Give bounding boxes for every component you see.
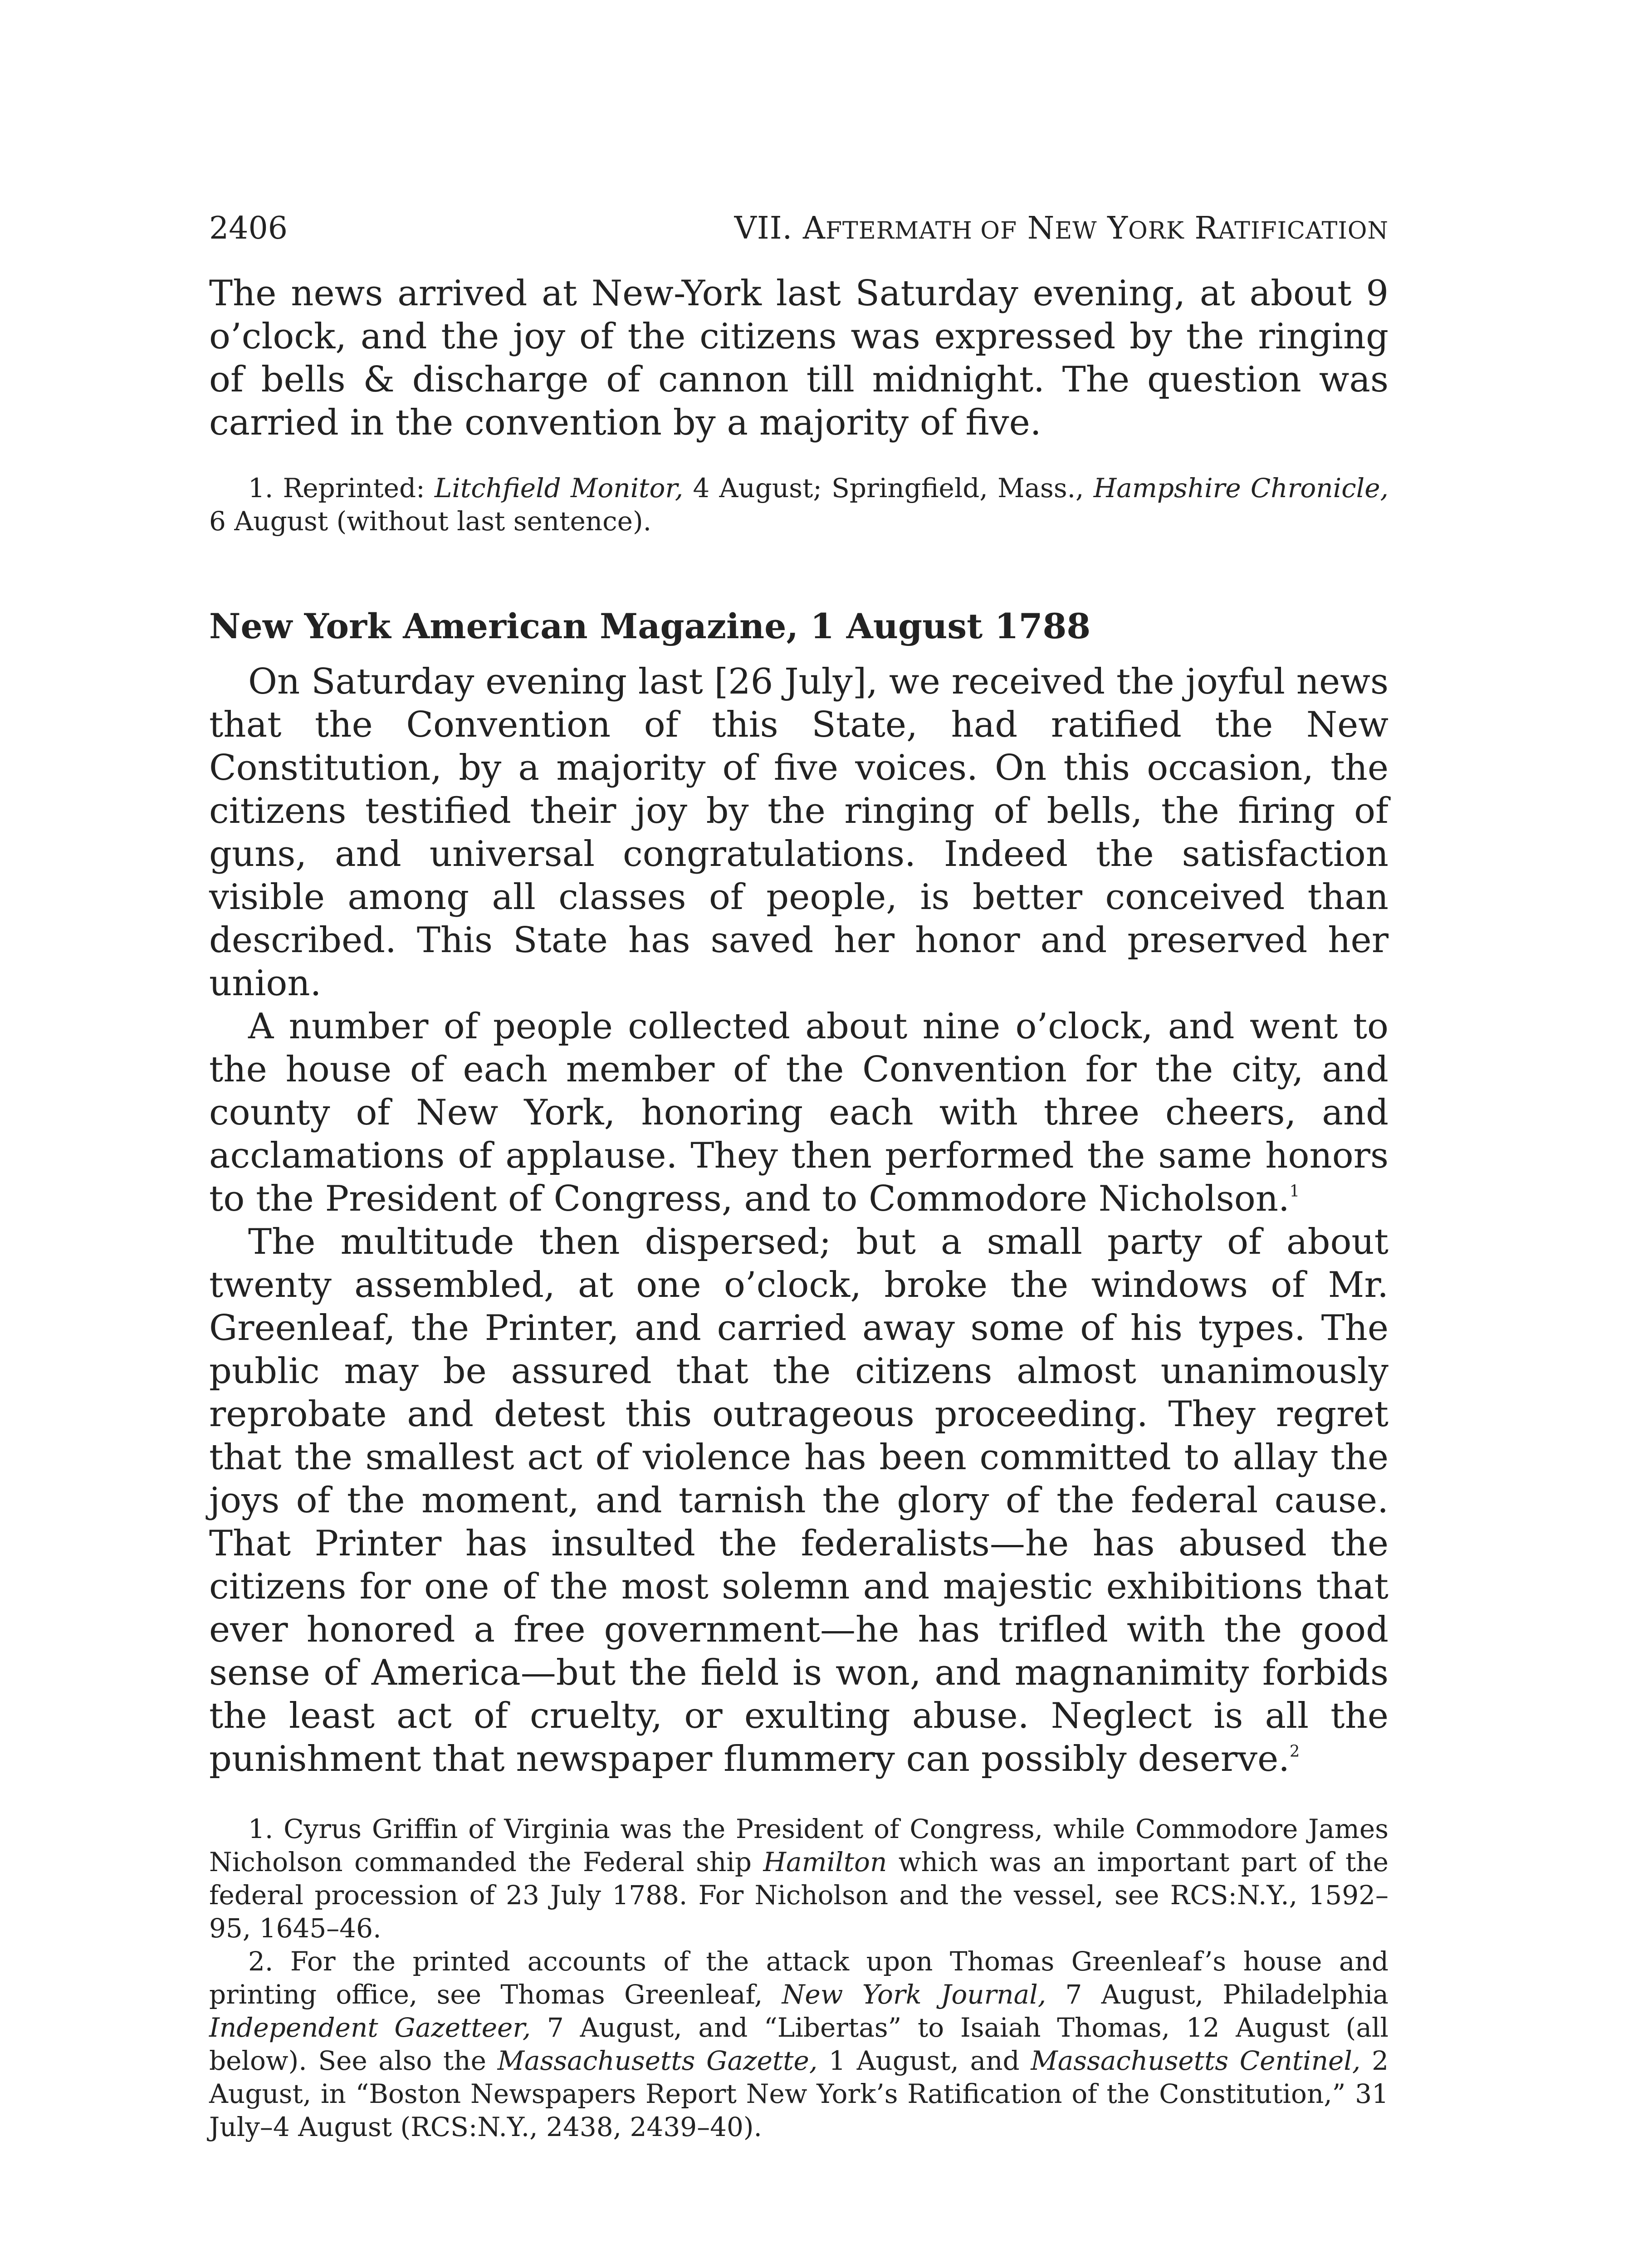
- article-paragraph-3: The multitude then dispersed; but a small party of about twenty assembled, at one o’clock, broke the windows of Mr. Greenleaf, the Printer, and carried away some of his types. The public may be assured that the citizens almost unanimously reprobate and detest this outrageous proceeding. They regret that the smallest act of violence has been committed to allay the joys of the moment, and tarnish the glory of the federal cause. That Printer has insulted the federalists—he has abused the citizens for one of the most solemn and majestic exhibitions that ever honored a free government—he has trifled with the good sense of America—but the field is won, and magnanimity forbids the least act of cruelty, or exulting abuse. Neglect is all the punishment that newspaper flummery can possibly deserve.$^2$: [209, 1222, 1389, 1779]
- footnote-2: 2. For the printed accounts of the attack upon Thomas Greenleaf’s house and printing office, see Thomas Greenleaf, New York Journal, 7 August, Philadelphia Independent Gazetteer, 7 August, and “Libertas” to Isaiah Thomas, 12 August (all below). See also the Massachusetts Gazette, 1 August, and Massachusetts Centinel, 2 August, in “Boston Newspapers Report New York’s Ratification of the Constitution,” 31 July–4 August (RCS:N.Y., 2438, 2439–40).: [209, 1946, 1389, 2142]
- carryover-paragraph-text: The news arrived at New-York last Saturday evening, at about 9 o’clock, and the joy of the citizens was expressed by the ringing of bells & discharge of cannon till midnight. The question was carried in the convention by a majority of five.: [209, 273, 1389, 443]
- top-footnote: [209, 472, 1389, 538]
- running-header: [209, 210, 1389, 272]
- note-ref-1: 1: [1289, 1182, 1300, 1201]
- running-title: VII. AFTERMATH OF NEW YORK RATIFICATION: [734, 210, 1389, 246]
- page-number: 2406: [209, 210, 288, 246]
- article-footnotes: [209, 1813, 1389, 2144]
- article-paragraph-1: On Saturday evening last [26 July], we received the joyful news that the Convention of this State, had ratified the New Constitution, by a majority of five voices. On this occasion, the citizens testified their joy by the ringing of bells, the firing of guns, and universal congratulations. Indeed the satisfaction visible among all classes of people, is better conceived than described. This State has saved her honor and preserved her union.: [209, 661, 1389, 1004]
- note-ref-2: 2: [1290, 1742, 1300, 1761]
- article-body: [209, 660, 1389, 1781]
- carryover-paragraph: [209, 272, 1389, 445]
- footnote-1: 1. Cyrus Griffin of Virginia was the President of Congress, while Commodore James Nicholson commanded the Federal ship Hamilton which was an important part of the federal procession of 23 July 1788. For Nicholson and the vessel, see RCS:N.Y., 1592–95, 1645–46.: [209, 1813, 1389, 1944]
- article-paragraph-2: A number of people collected about nine o’clock, and went to the house of each member of the Convention for the city, and county of New York, honoring each with three cheers, and acclamations of applause. They then performed the same honors to the President of Congress, and to Commodore Nicholson.$^1$: [209, 1006, 1389, 1219]
- section-heading: New York American Magazine, 1 August 1788: [209, 606, 1091, 646]
- footnote-reprinted: 1. Reprinted: Litchfield Monitor, 4 August; Springfield, Mass., Hampshire Chronicle, 6 August (without last sentence).: [209, 473, 1389, 537]
- document-page: [209, 210, 1389, 2144]
